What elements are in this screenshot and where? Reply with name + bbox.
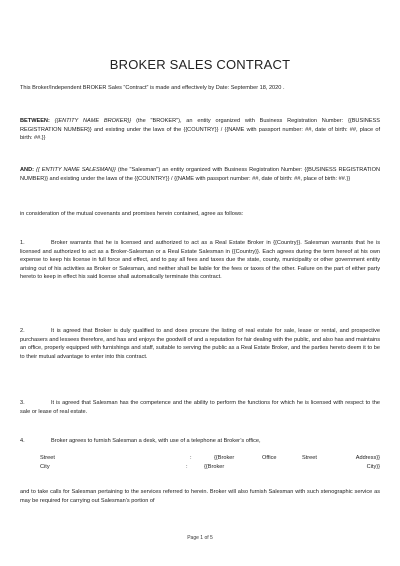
city-value-part: {{Broker — [204, 464, 225, 470]
broker-address-block — [40, 454, 380, 474]
clause-text: Broker warrants that he is licensed and authorized to act as a Real Estate Broker in {{Country}}. Salesman warrants that he is licensed and authorized to act as a Broker-Salesman or a Real Estate Salesman in {{Country}}. Each agrees during the term hereof at his own expense to keep his license in full force and effect, and to pay all fees and taxes due the state, county, municipality or other government entity arising out of his activities as Broker or Salesman, and neither shall be liable for the fees or taxes of the other. Failure on the part of either party hereto to keep in effect his said license shall automatically terminate this contract. — [20, 240, 380, 281]
street-value-part: Office — [262, 455, 277, 461]
broker-entity-name: {{ENTITY NAME BROKER}} — [49, 118, 132, 124]
and-paragraph — [20, 166, 380, 183]
page-number: Page 1 of 5 — [187, 535, 213, 541]
street-value-part: {{Broker — [214, 455, 235, 461]
consideration-text: in consideration of the mutual covenants and promises herein contained, agree as follows: — [20, 211, 244, 217]
and-label: AND: — [20, 167, 34, 173]
clause-4 — [20, 437, 380, 446]
between-paragraph — [20, 117, 380, 143]
clause-number: 2. — [20, 328, 25, 334]
between-label: BETWEEN: — [20, 118, 50, 124]
clause-number: 1. — [20, 240, 25, 246]
clause-text: Broker agrees to furnish Salesman a desk, with use of a telephone at Broker’s office, — [51, 438, 261, 444]
intro-paragraph — [20, 84, 380, 93]
clause-1 — [20, 239, 380, 282]
between-text: (the "BROKER"), an entity organized with Business Registration Number: {{BUSINESS REGISTRATION NUMBER}} and existing under the laws of the {{COUNTRY}} / {{NAME with passport number: ##, date of birth: ##, place of birth: ##.}} — [20, 118, 380, 142]
city-value-part: City}} — [366, 464, 380, 470]
street-label: Street — [40, 455, 55, 461]
clause-text: It is agreed that Broker is duly qualified to and does procure the listing of real estate for sale, lease or rental, and prospective purchasers and lessees therefore, and has and enjoys the goodwill of and a reputation for fair dealing with the public, and also has and maintains an office, properly equipped with furnishings and staff, suitable to serving the public as a Real Estate Broker, and the parties hereto deem it to be to their mutual advantage to enter into this contract. — [20, 328, 380, 360]
clause-2 — [20, 327, 380, 361]
city-colon: : — [186, 464, 188, 470]
clause-text: It is agreed that Salesman has the competence and the ability to perform the functions for which he is licensed with respect to the sale or lease of real estate. — [20, 400, 380, 415]
clause-number: 4. — [20, 438, 25, 444]
clause-number: 3. — [20, 400, 25, 406]
street-colon: : — [190, 455, 192, 461]
and-text: (the "Salesman") an entity organized with Business Registration Number: {{BUSINESS REGISTRATION NUMBER}} and existing under the laws of the {{COUNTRY}} / {{NAME with passport number: ##, date of birth: ##, place of birth: ##.}} — [20, 167, 380, 182]
intro-text: This Broker/Independent BROKER Sales “Contract” is made and effectively by Date: September 18, 2020 . — [20, 85, 285, 91]
page-title: BROKER SALES CONTRACT — [109, 57, 291, 72]
street-value-part: Street — [302, 455, 317, 461]
city-label: City — [40, 464, 50, 470]
continuation-paragraph — [20, 488, 380, 505]
salesman-entity-name: {{ ENTITY NAME SALESMAN}} — [33, 167, 116, 173]
street-value-part: Address}} — [355, 455, 380, 461]
consideration-paragraph — [20, 210, 380, 219]
clause-3 — [20, 399, 380, 416]
continuation-text: and to take calls for Salesman pertaining to the services referred to herein. Broker will also furnish Salesman with such stenographic service as may be required for carrying out Salesman’s portion of — [20, 489, 380, 504]
